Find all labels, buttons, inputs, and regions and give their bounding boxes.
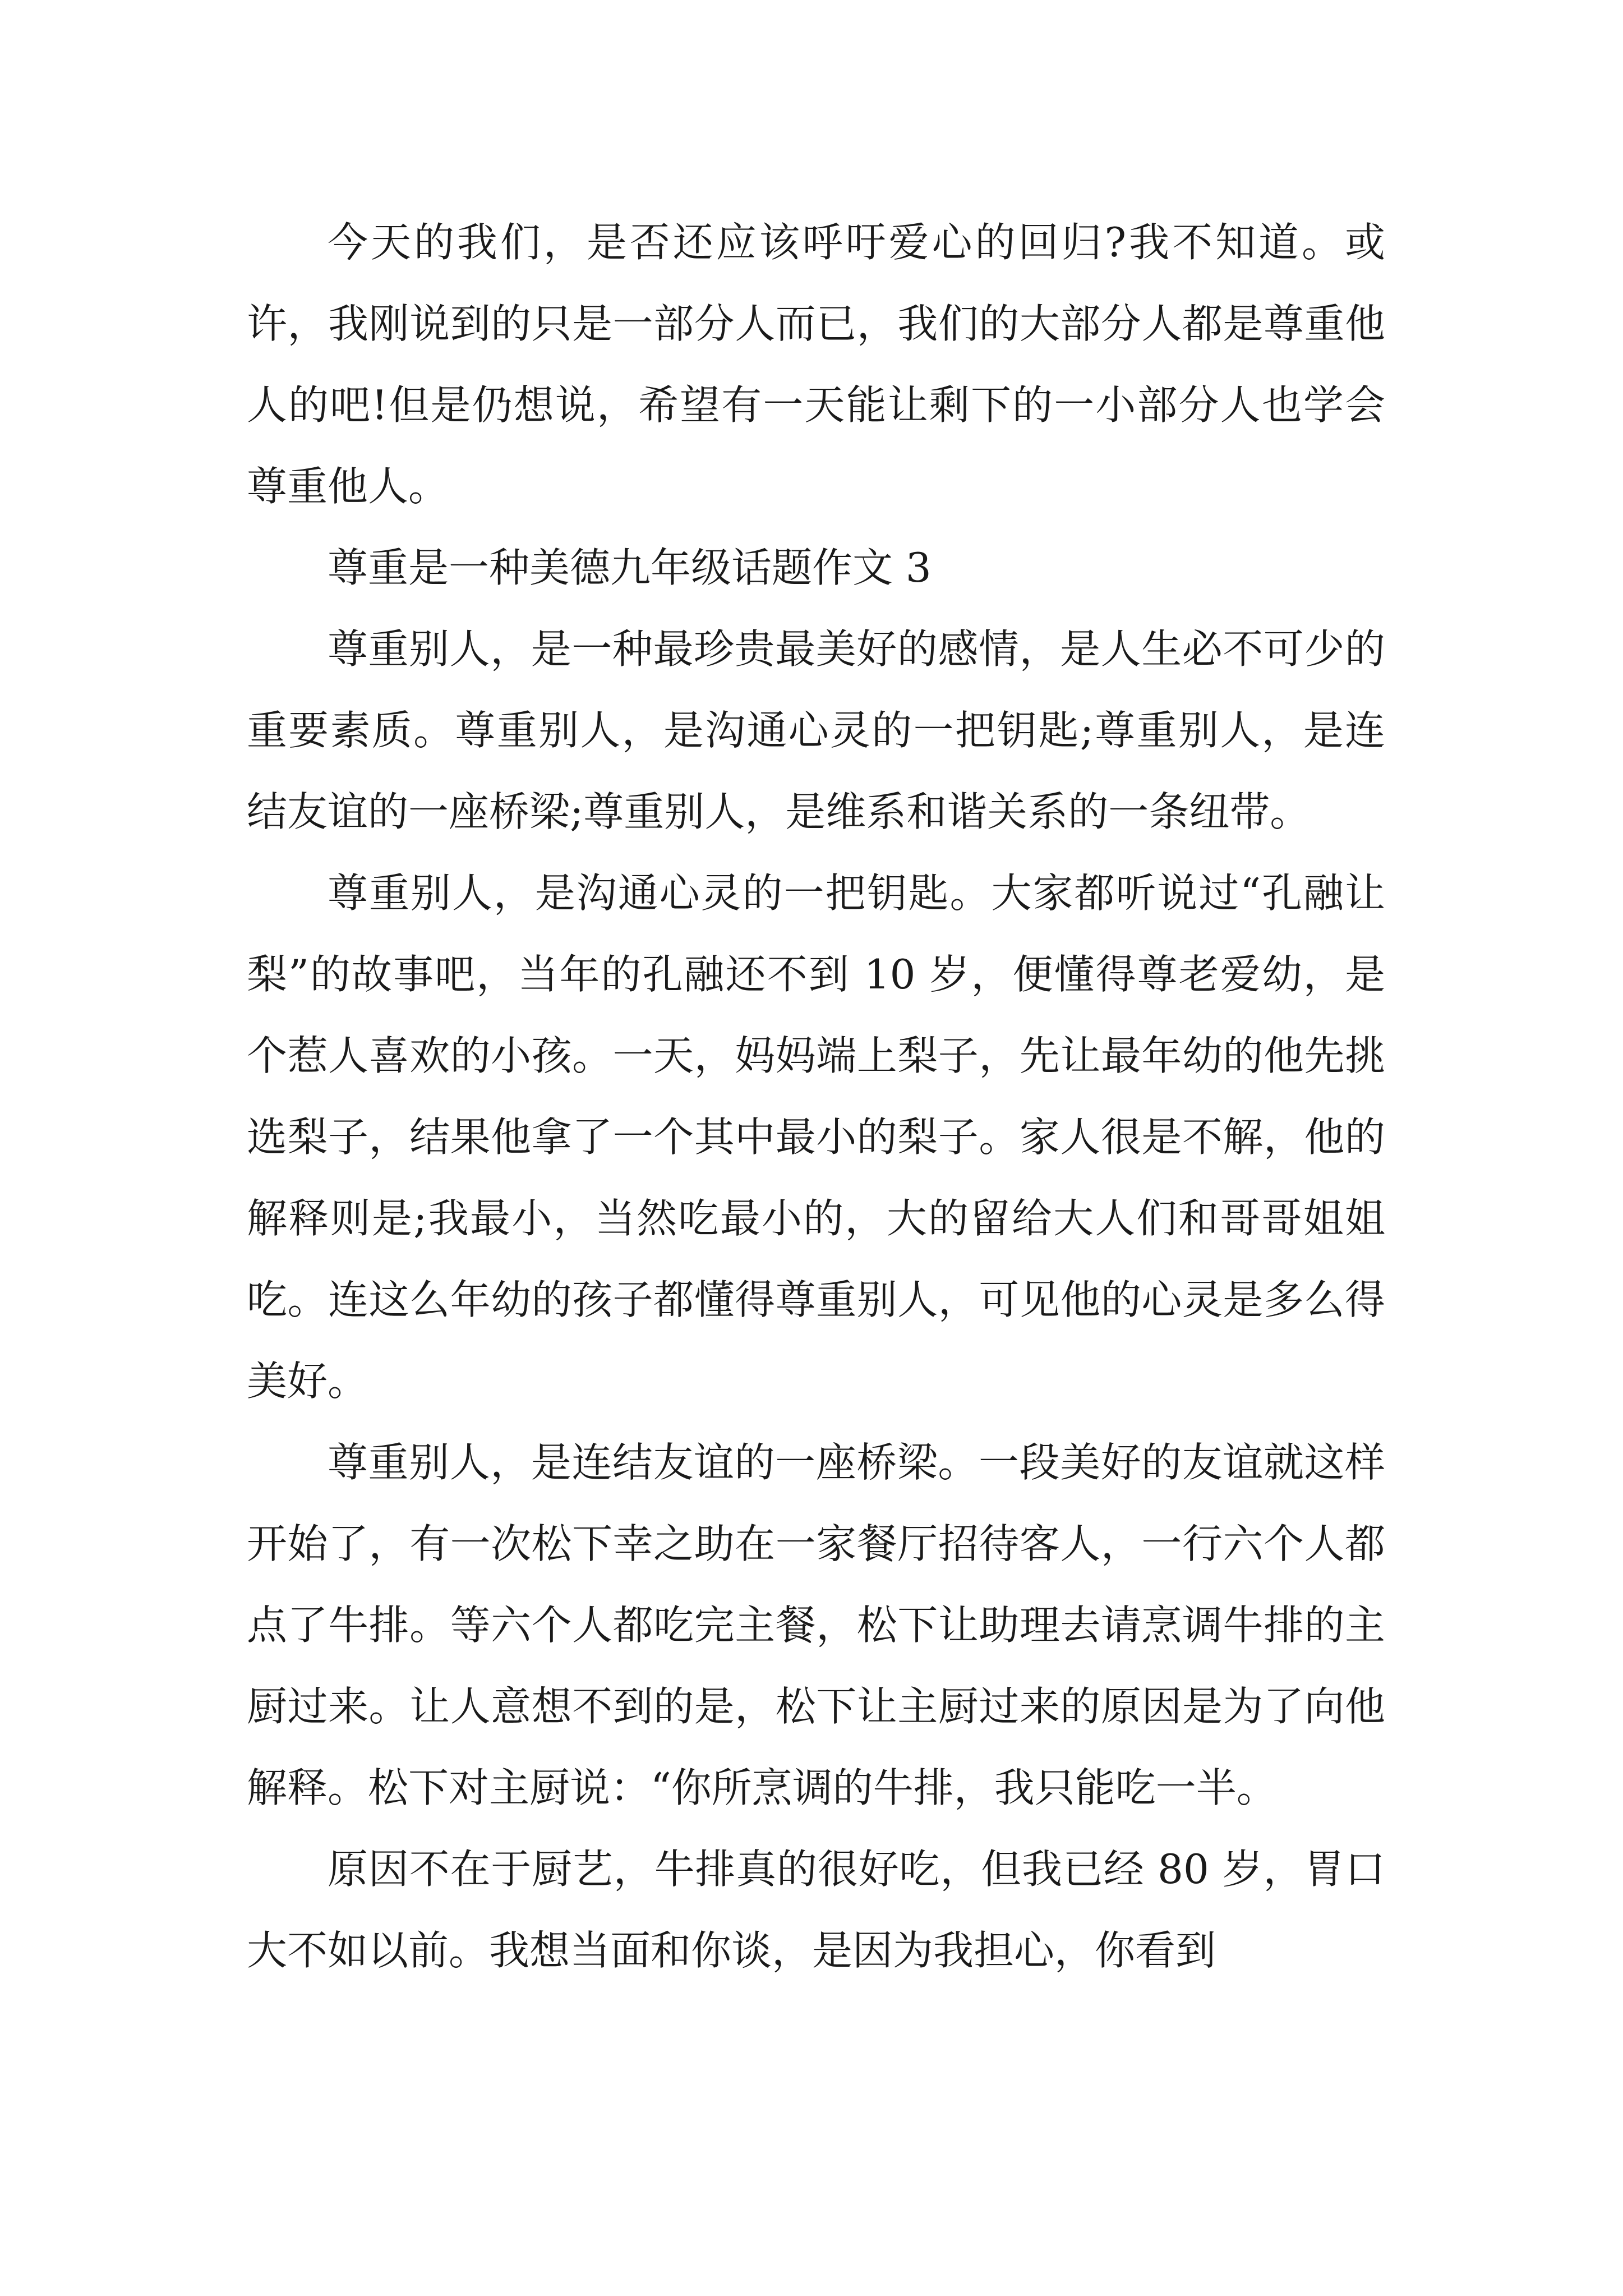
document-body: [247, 202, 1385, 1991]
paragraph-5: 原因不在于厨艺，牛排真的很好吃，但我已经 80 岁，胃口大不如以前。我想当面和你谈，是因为我担心，你看到: [247, 1846, 1385, 1974]
paragraph-1: 今天的我们，是否还应该呼吁爱心的回归?我不知道。或许，我刚说到的只是一部分人而已，我们的大部分人都是尊重他人的吧!但是仍想说，希望有一天能让剩下的一小部分人也学会尊重他人。: [247, 219, 1385, 510]
paragraph-2: 尊重别人，是一种最珍贵最美好的感情，是人生必不可少的重要素质。尊重别人，是沟通心灵的一把钥匙;尊重别人，是连结友谊的一座桥梁;尊重别人，是维系和谐关系的一条纽带。: [247, 625, 1385, 835]
paragraph-4: 尊重别人，是连结友谊的一座桥梁。一段美好的友谊就这样开始了，有一次松下幸之助在一家餐厅招待客人，一行六个人都点了牛排。等六个人都吃完主餐，松下让助理去请烹调牛排的主厨过来。让人意想不到的是，松下让主厨过来的原因是为了向他解释。松下对主厨说：“你所烹调的牛排，我只能吃一半。: [247, 1439, 1385, 1811]
section-heading: 尊重是一种美德九年级话题作文 3: [328, 544, 932, 591]
paragraph-3: 尊重别人，是沟通心灵的一把钥匙。大家都听说过“孔融让梨”的故事吧，当年的孔融还不到 10 岁，便懂得尊老爱幼，是个惹人喜欢的小孩。一天，妈妈端上梨子，先让最年幼的他先挑选梨子，结果他拿了一个其中最小的梨子。家人很是不解，他的解释则是;我最小，当然吃最小的，大的留给大人们和哥哥姐姐吃。连这么年幼的孩子都懂得尊重别人，可见他的心灵是多么得美好。: [247, 869, 1385, 1405]
